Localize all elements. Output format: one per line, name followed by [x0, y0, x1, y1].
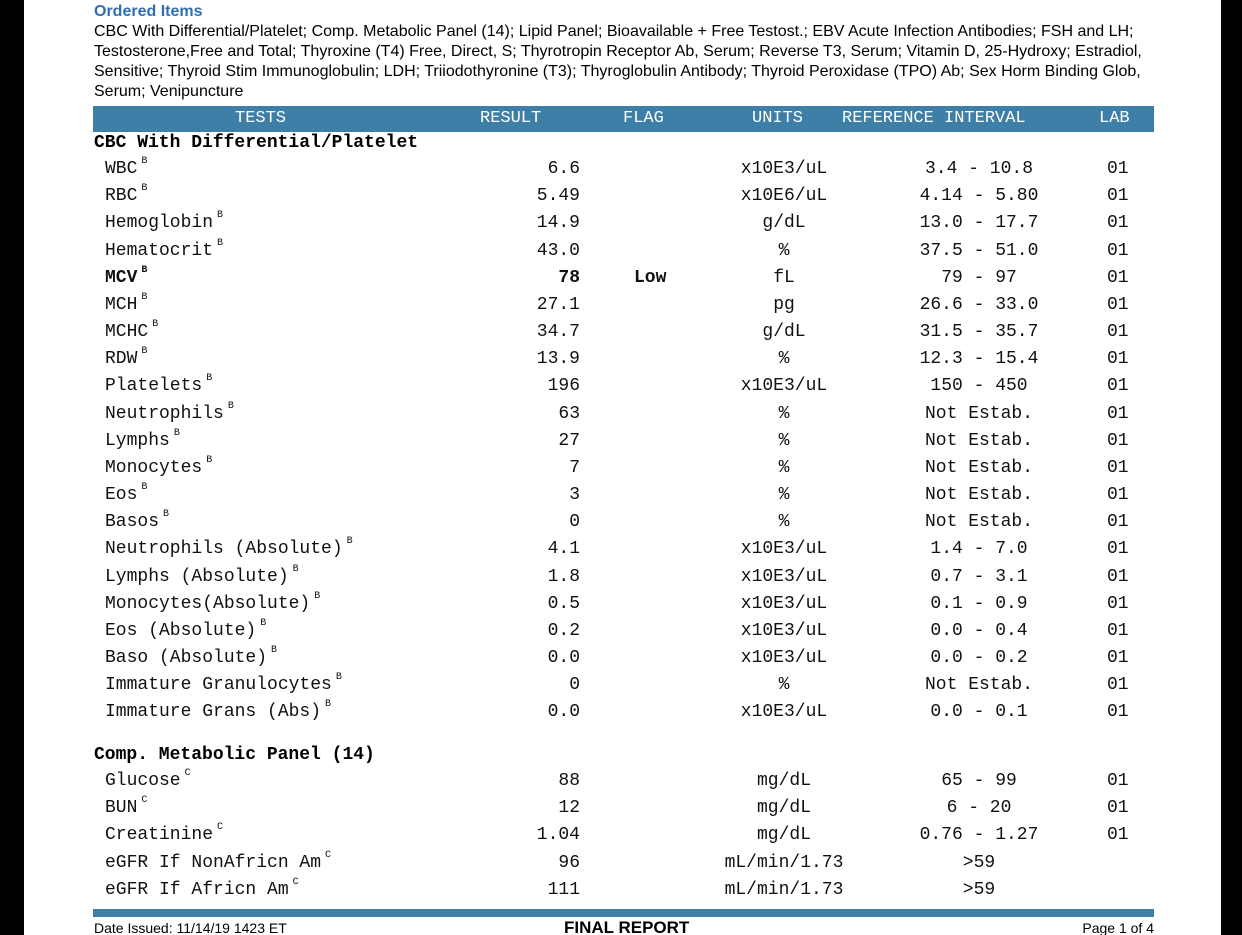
- test-name-text: Monocytes: [105, 457, 203, 478]
- test-result: 0: [569, 512, 580, 533]
- test-name: [105, 699, 332, 723]
- test-name-text: Hemoglobin: [105, 213, 214, 234]
- test-reference-interval: 0.7 - 3.1: [930, 566, 1028, 587]
- test-units: %: [778, 485, 790, 506]
- test-lab: 01: [1107, 322, 1129, 343]
- test-lab: 01: [1107, 512, 1129, 533]
- test-lab: 01: [1107, 593, 1129, 614]
- table-row: [24, 673, 1221, 700]
- test-name-text: Monocytes(Absolute): [105, 593, 311, 614]
- test-name-text: eGFR If NonAfricn Am: [105, 852, 322, 873]
- test-name: [105, 373, 213, 397]
- test-lab: 01: [1107, 648, 1129, 669]
- test-lab: 01: [1107, 457, 1129, 478]
- test-reference-interval: 31.5 - 35.7: [919, 322, 1039, 343]
- test-name-text: Platelets: [105, 376, 203, 397]
- test-name: [105, 590, 321, 614]
- lab-footnote-marker: B: [141, 346, 148, 358]
- test-result: 4.1: [547, 539, 580, 560]
- test-units: %: [778, 512, 790, 533]
- test-units: x10E3/uL: [740, 566, 828, 587]
- lab-footnote-marker: B: [206, 373, 213, 385]
- test-name-text: MCH: [105, 294, 138, 315]
- test-reference-interval: 3.4 - 10.8: [924, 159, 1034, 179]
- test-lab: 01: [1107, 566, 1129, 587]
- lab-footnote-marker: C: [184, 768, 191, 779]
- test-name: [105, 536, 353, 560]
- test-result: 3: [569, 485, 580, 506]
- lab-footnote-marker: C: [217, 822, 224, 834]
- table-row: [24, 796, 1221, 823]
- test-name: [105, 768, 191, 791]
- test-lab: 01: [1107, 430, 1129, 451]
- test-reference-interval: >59: [962, 852, 996, 873]
- table-row: [24, 769, 1221, 796]
- test-reference-interval: Not Estab.: [924, 512, 1034, 533]
- test-name: [105, 346, 148, 370]
- table-row: [24, 402, 1221, 429]
- test-name-text: Glucose: [105, 771, 181, 791]
- table-row: [24, 565, 1221, 592]
- test-result: 12: [558, 798, 580, 819]
- lab-footnote-marker: B: [163, 509, 170, 521]
- test-lab: 01: [1107, 403, 1129, 424]
- test-units: fL: [773, 267, 795, 288]
- test-lab: 01: [1107, 539, 1129, 560]
- test-name: [105, 237, 224, 261]
- test-reference-interval: Not Estab.: [924, 430, 1034, 451]
- test-name: [105, 400, 234, 424]
- test-lab: 01: [1107, 376, 1129, 397]
- test-result: 13.9: [536, 349, 580, 370]
- lab-footnote-marker: B: [260, 617, 267, 629]
- table-row: [24, 293, 1221, 320]
- test-units: g/dL: [762, 322, 806, 343]
- test-result: 0.0: [547, 648, 580, 669]
- test-units: x10E3/uL: [740, 648, 828, 669]
- table-row: [24, 184, 1221, 211]
- lab-footnote-marker: B: [314, 590, 321, 602]
- test-result: 78: [558, 267, 580, 288]
- test-lab: 01: [1107, 294, 1129, 315]
- test-units: pg: [773, 294, 795, 315]
- lab-footnote-marker: B: [217, 210, 224, 222]
- test-name: [105, 482, 148, 506]
- test-lab: 01: [1107, 485, 1129, 506]
- test-units: x10E3/uL: [740, 620, 828, 641]
- test-result: 196: [547, 376, 580, 397]
- test-reference-interval: Not Estab.: [924, 675, 1034, 696]
- test-lab: 01: [1107, 186, 1129, 207]
- lab-footnote-marker: C: [292, 876, 299, 888]
- test-reference-interval: 0.0 - 0.1: [930, 702, 1028, 723]
- test-reference-interval: 26.6 - 33.0: [919, 294, 1039, 315]
- lab-footnote-marker: B: [206, 454, 213, 466]
- test-units: %: [778, 457, 790, 478]
- ordered-items-list: CBC With Differential/Platelet; Comp. Metabolic Panel (14); Lipid Panel; Bioavailable + Free Testost.; EBV Acute Infection Antibodies; FSH and LH; Testosterone,Free and Total; Thyroxine (T4) Free, Direct, S; Thyrotropin Receptor Ab, Serum; Reverse T3, Serum; Vitamin D, 25-Hydroxy; Estradiol, Sensitive; Thyroid Stim Immunoglobulin; LDH; Triiodothyronine (T3); Thyroglobulin Antibody; Thyroid Peroxidase (TPO) Ab; Sex Horm Binding Glob, Serum; Venipuncture: [94, 23, 1142, 100]
- test-name: [105, 183, 148, 207]
- test-result: 6.6: [547, 159, 580, 179]
- test-result: 0.0: [547, 702, 580, 723]
- table-row: [24, 456, 1221, 483]
- test-name: [105, 563, 299, 587]
- table-row: [24, 510, 1221, 537]
- lab-footnote-marker: B: [141, 482, 148, 494]
- test-result: 1.8: [547, 566, 580, 587]
- lab-footnote-marker: B: [152, 319, 159, 331]
- final-report-label: FINAL REPORT: [564, 918, 690, 935]
- test-name-text: Lymphs: [105, 430, 170, 451]
- header-flag: FLAG: [623, 109, 664, 128]
- test-reference-interval: 0.1 - 0.9: [930, 593, 1028, 614]
- test-lab: 01: [1107, 213, 1129, 234]
- table-row: [24, 483, 1221, 510]
- test-lab: 01: [1107, 702, 1129, 723]
- test-name-text: RDW: [105, 349, 138, 370]
- lab-footnote-marker: C: [141, 795, 148, 807]
- test-name: [105, 509, 170, 533]
- table-row: [24, 374, 1221, 401]
- table-row: [24, 157, 1221, 184]
- lab-footnote-marker: B: [173, 427, 180, 439]
- table-row: [24, 619, 1221, 646]
- test-reference-interval: >59: [962, 879, 996, 900]
- test-units: mg/dL: [756, 825, 811, 846]
- test-reference-interval: 0.76 - 1.27: [919, 825, 1039, 846]
- test-name: [105, 672, 342, 696]
- test-reference-interval: 0.0 - 0.4: [930, 620, 1028, 641]
- test-reference-interval: 65 - 99: [941, 771, 1017, 791]
- lab-footnote-marker: B: [217, 237, 224, 249]
- test-result: 1.04: [536, 825, 580, 846]
- test-result: 96: [558, 852, 580, 873]
- test-name: [105, 849, 332, 873]
- test-name-text: Creatinine: [105, 825, 214, 846]
- ordered-items-title: Ordered Items: [94, 3, 203, 20]
- header-units: UNITS: [752, 109, 804, 128]
- results-table-header: [93, 106, 1154, 132]
- lab-footnote-marker: B: [335, 672, 342, 684]
- page-number: Page 1 of 4: [1082, 920, 1154, 935]
- test-units: x10E6/uL: [740, 186, 828, 207]
- test-units: mg/dL: [756, 771, 811, 791]
- test-result: 27.1: [536, 294, 580, 315]
- test-name-text: Eos: [105, 485, 138, 506]
- table-row: [24, 823, 1221, 850]
- test-name: [105, 822, 224, 846]
- test-reference-interval: 79 - 97: [941, 267, 1017, 288]
- table-row: [24, 592, 1221, 619]
- test-units: x10E3/uL: [740, 593, 828, 614]
- test-result: 43.0: [536, 240, 580, 261]
- test-lab: 01: [1107, 159, 1129, 179]
- table-row: [24, 700, 1221, 727]
- test-result: 14.9: [536, 213, 580, 234]
- table-row: [24, 851, 1221, 878]
- section-title: Comp. Metabolic Panel (14): [94, 745, 375, 765]
- test-units: g/dL: [762, 213, 806, 234]
- test-lab: 01: [1107, 620, 1129, 641]
- test-name-text: eGFR If Africn Am: [105, 879, 289, 900]
- test-units: x10E3/uL: [740, 376, 828, 397]
- test-name: [105, 264, 148, 288]
- test-reference-interval: Not Estab.: [924, 485, 1034, 506]
- test-reference-interval: 37.5 - 51.0: [919, 240, 1039, 261]
- test-lab: 01: [1107, 675, 1129, 696]
- header-tests: TESTS: [235, 109, 287, 128]
- test-result: 88: [558, 771, 580, 791]
- test-name-text: Basos: [105, 512, 160, 533]
- test-flag: Low: [634, 267, 667, 288]
- test-reference-interval: 12.3 - 15.4: [919, 349, 1039, 370]
- test-result: 5.49: [536, 186, 580, 207]
- header-result: RESULT: [480, 109, 542, 128]
- test-name-text: Immature Grans (Abs): [105, 702, 322, 723]
- test-reference-interval: 1.4 - 7.0: [930, 539, 1028, 560]
- test-reference-interval: Not Estab.: [924, 457, 1034, 478]
- lab-footnote-marker: C: [325, 849, 332, 861]
- header-reference-interval: REFERENCE INTERVAL: [842, 109, 1026, 128]
- test-units: %: [778, 430, 790, 451]
- table-row: [24, 429, 1221, 456]
- test-lab: 01: [1107, 267, 1129, 288]
- test-name-text: Neutrophils: [105, 403, 224, 424]
- test-result: 0.2: [547, 620, 580, 641]
- test-result: 34.7: [536, 322, 580, 343]
- test-reference-interval: 6 - 20: [946, 798, 1012, 819]
- test-name-text: Lymphs (Absolute): [105, 566, 289, 587]
- test-lab: 01: [1107, 349, 1129, 370]
- test-units: %: [778, 240, 790, 261]
- test-name: [105, 319, 159, 343]
- table-row: [24, 878, 1221, 905]
- section-title: CBC With Differential/Platelet: [94, 133, 419, 153]
- footer-divider: [93, 909, 1154, 917]
- test-units: x10E3/uL: [740, 159, 828, 179]
- test-units: mg/dL: [756, 798, 811, 819]
- table-row: [24, 211, 1221, 238]
- test-reference-interval: 4.14 - 5.80: [919, 186, 1039, 207]
- test-result: 0.5: [547, 593, 580, 614]
- lab-footnote-marker: B: [141, 156, 148, 167]
- test-name-text: RBC: [105, 186, 138, 207]
- test-result: 63: [558, 403, 580, 424]
- test-name-text: WBC: [105, 159, 138, 179]
- lab-report-page: [24, 0, 1221, 935]
- test-name-text: Immature Granulocytes: [105, 675, 332, 696]
- lab-footnote-marker: B: [141, 183, 148, 195]
- test-name: [105, 645, 278, 669]
- test-name: [105, 454, 213, 478]
- test-result: 0: [569, 675, 580, 696]
- test-units: %: [778, 403, 790, 424]
- test-name-text: MCV: [105, 267, 138, 288]
- table-row: [24, 320, 1221, 347]
- test-name: [105, 795, 148, 819]
- test-name: [105, 291, 148, 315]
- test-name-text: Neutrophils (Absolute): [105, 539, 343, 560]
- test-name: [105, 876, 299, 900]
- lab-footnote-marker: B: [141, 264, 148, 276]
- test-reference-interval: Not Estab.: [924, 403, 1034, 424]
- test-lab: 01: [1107, 771, 1129, 791]
- test-units: mL/min/1.73: [724, 879, 844, 900]
- test-name-text: BUN: [105, 798, 138, 819]
- table-row: [24, 239, 1221, 266]
- test-units: x10E3/uL: [740, 539, 828, 560]
- test-name: [105, 156, 148, 179]
- test-result: 7: [569, 457, 580, 478]
- test-reference-interval: 0.0 - 0.2: [930, 648, 1028, 669]
- test-name-text: Hematocrit: [105, 240, 214, 261]
- test-name-text: Eos (Absolute): [105, 620, 257, 641]
- lab-footnote-marker: B: [325, 699, 332, 711]
- test-name: [105, 427, 180, 451]
- test-result: 27: [558, 430, 580, 451]
- header-lab: LAB: [1099, 109, 1130, 128]
- test-lab: 01: [1107, 825, 1129, 846]
- test-lab: 01: [1107, 798, 1129, 819]
- lab-footnote-marker: B: [346, 536, 353, 548]
- test-name: [105, 210, 224, 234]
- test-name: [105, 617, 267, 641]
- test-units: %: [778, 675, 790, 696]
- lab-footnote-marker: B: [292, 563, 299, 575]
- test-units: %: [778, 349, 790, 370]
- lab-footnote-marker: B: [227, 400, 234, 412]
- test-reference-interval: 13.0 - 17.7: [919, 213, 1039, 234]
- table-row: [24, 537, 1221, 564]
- test-units: x10E3/uL: [740, 702, 828, 723]
- table-row: [24, 347, 1221, 374]
- lab-footnote-marker: B: [271, 645, 278, 657]
- test-name-text: Baso (Absolute): [105, 648, 268, 669]
- lab-footnote-marker: B: [141, 291, 148, 303]
- date-issued: Date Issued: 11/14/19 1423 ET: [94, 920, 287, 935]
- test-units: mL/min/1.73: [724, 852, 844, 873]
- table-row: [24, 266, 1221, 293]
- table-row: [24, 646, 1221, 673]
- test-name-text: MCHC: [105, 322, 149, 343]
- test-reference-interval: 150 - 450: [930, 376, 1028, 397]
- test-lab: 01: [1107, 240, 1129, 261]
- test-result: 111: [547, 879, 580, 900]
